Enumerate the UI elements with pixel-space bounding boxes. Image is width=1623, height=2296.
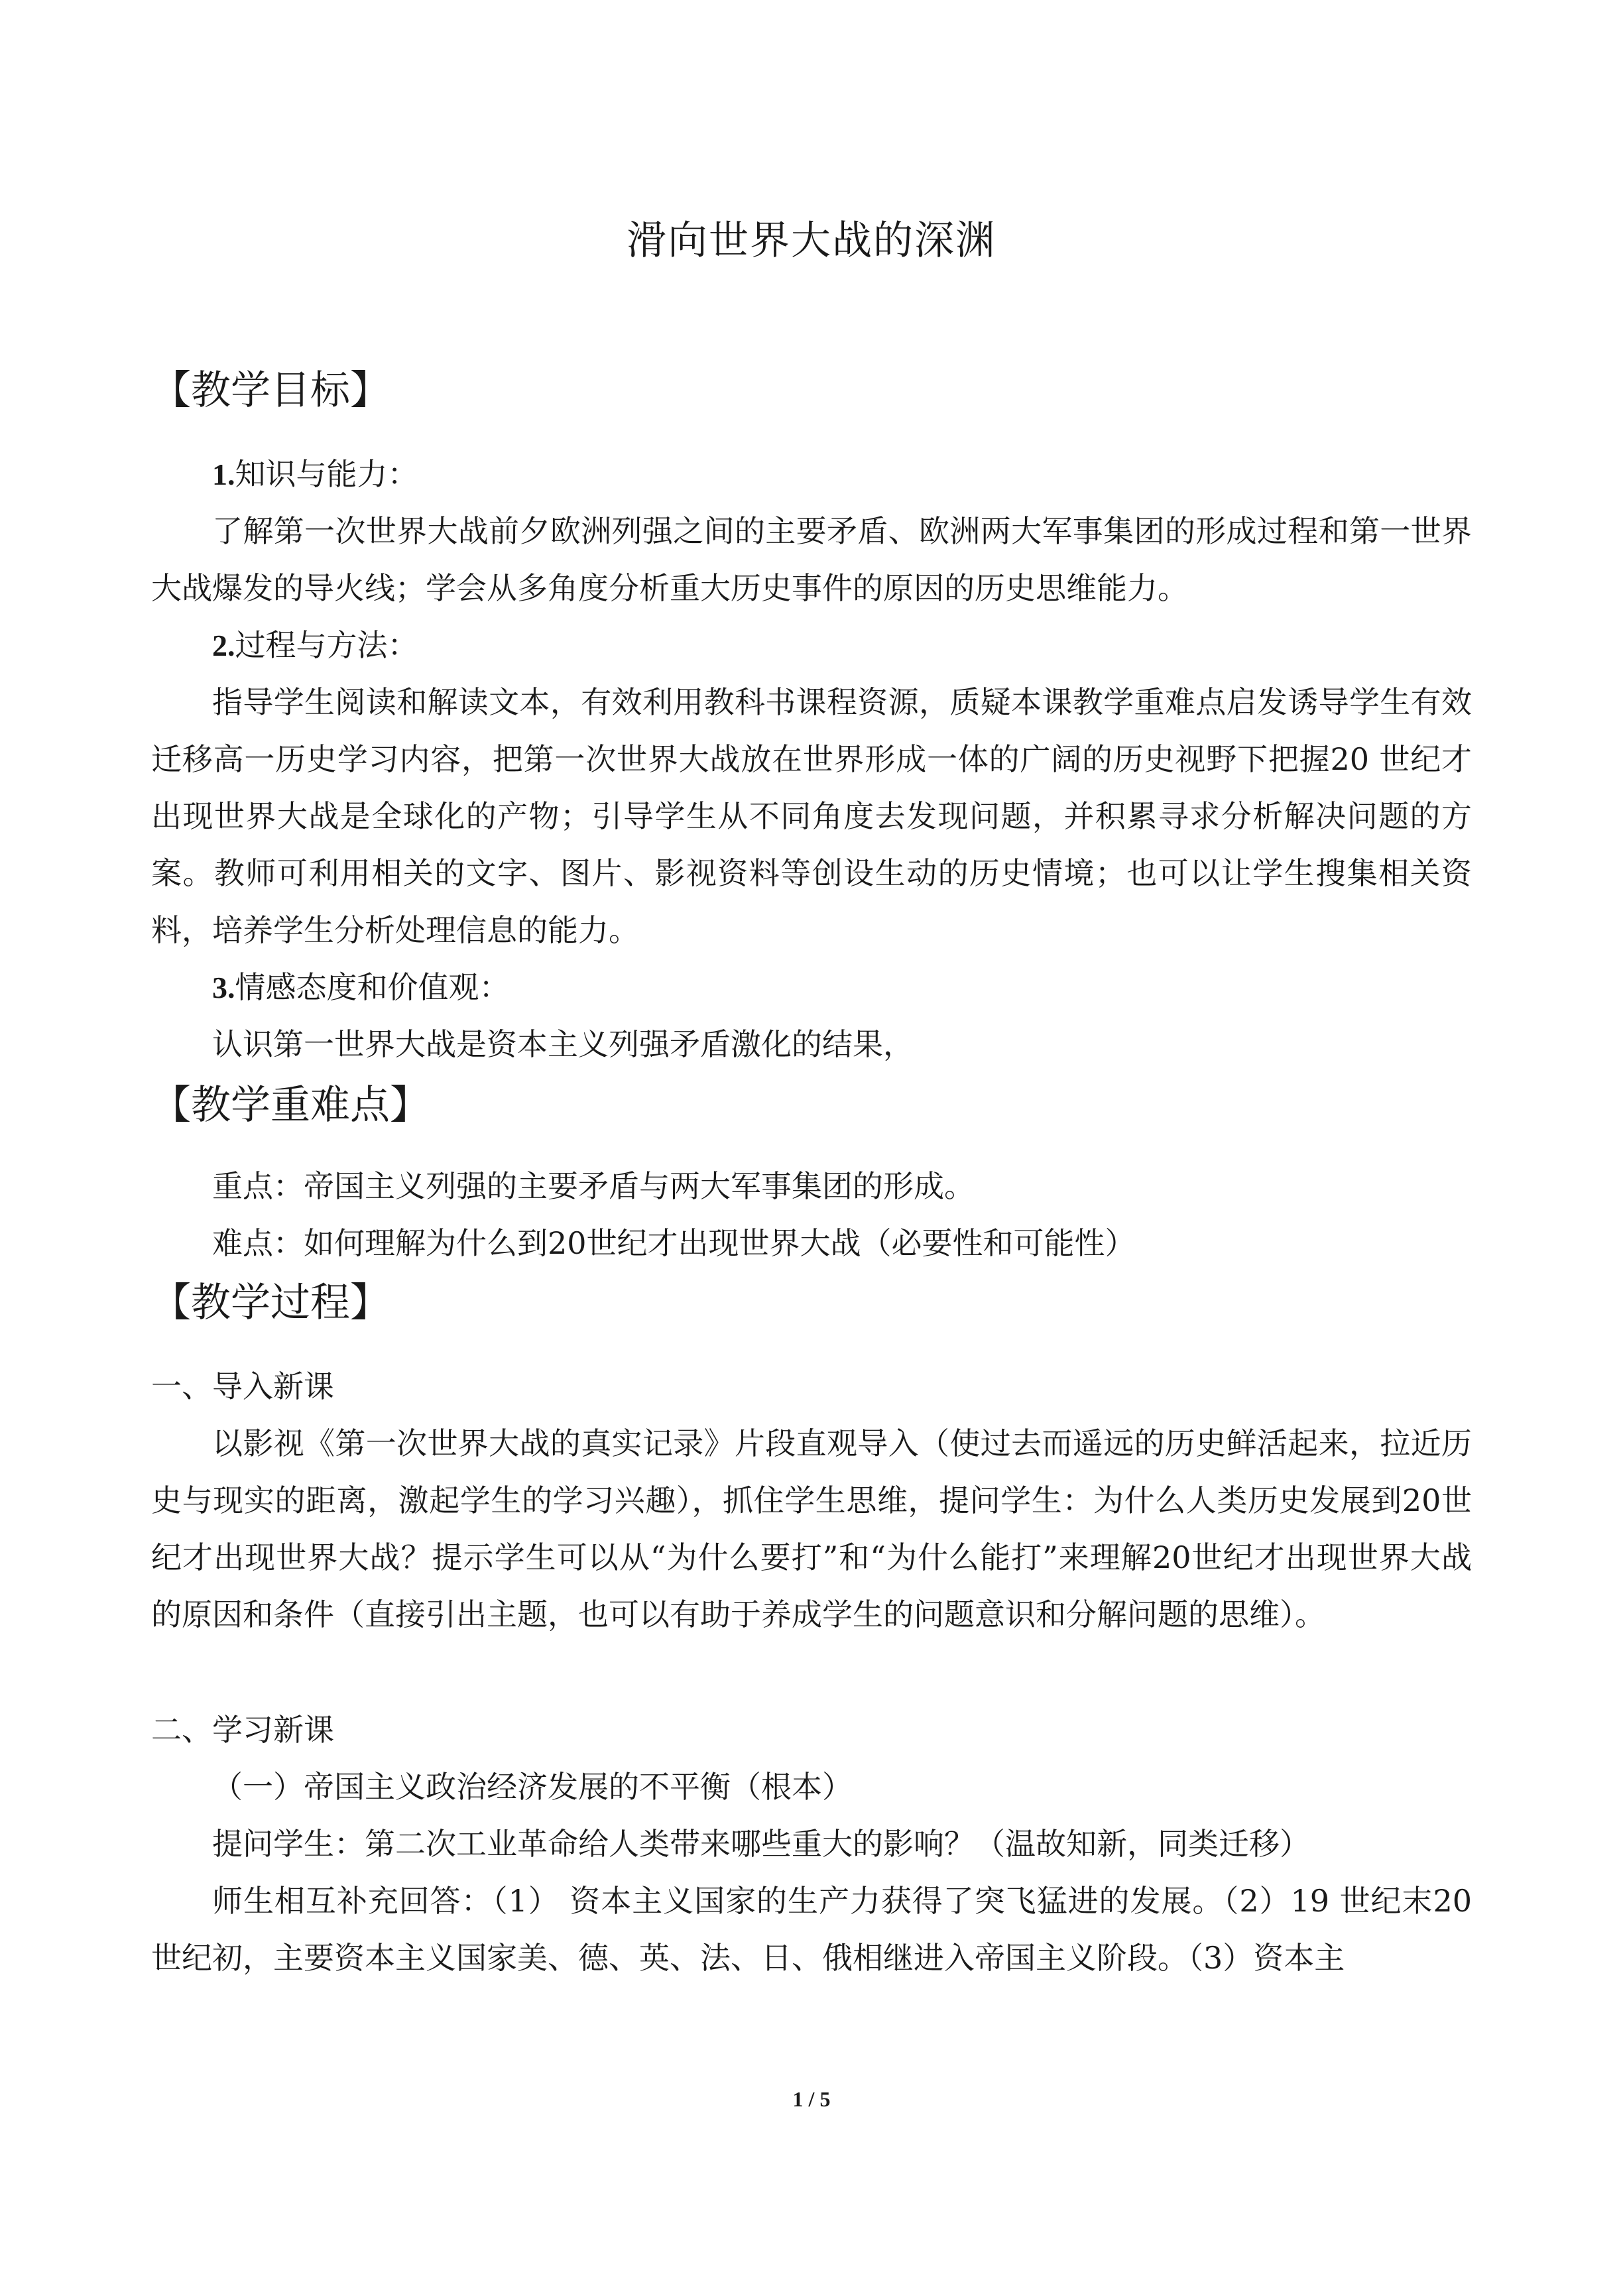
objective-process-text: 指导学生阅读和解读文本，有效利用教科书课程资源，质疑本课教学重难点启发诱导学生有效迁移高一历史学习内容，把第一次世界大战放在世界形成一体的广阔的历史视野下把握20 世纪才出现世界大战是全球化的产物；引导学生从不同角度去发现问题，并积累寻求分析解决问题的方案。教师可利用相关的文字、图片、影视资料等创设生动的历史情境；也可以让学生搜集相关资料，培养学生分析处理信息的能力。 [151, 684, 1472, 948]
objective-process-title: 过程与方法： [235, 627, 418, 663]
objective-values-number: 3. [212, 971, 235, 1004]
process-new-title: 二、学习新课 [151, 1712, 334, 1748]
objective-values-text: 认识第一世界大战是资本主义列强矛盾激化的结果， [212, 1026, 914, 1062]
page-number: 1 / 5 [792, 2087, 831, 2111]
process-subsection-1: （一）帝国主义政治经济发展的不平衡（根本） [212, 1769, 853, 1805]
objective-knowledge-title: 知识与能力： [235, 456, 418, 492]
objective-knowledge-text: 了解第一次世界大战前夕欧洲列强之间的主要矛盾、欧洲两大军事集团的形成过程和第一世界大战爆发的导火线；学会从多角度分析重大历史事件的原因的历史思维能力。 [151, 513, 1472, 606]
objective-process-number: 2. [212, 629, 235, 662]
keypoint-difficulty: 难点：如何理解为什么到20世纪才出现世界大战（必要性和可能性） [212, 1225, 1136, 1261]
process-question: 提问学生：第二次工业革命给人类带来哪些重大的影响？（温故知新，同类迁移） [212, 1826, 1310, 1862]
objective-values-title: 情感态度和价值观： [235, 969, 510, 1005]
section-heading-process: 【教学过程】 [151, 1280, 390, 1326]
objective-process-label [212, 617, 418, 674]
objective-knowledge-label [212, 446, 418, 503]
document-title: 滑向世界大战的深渊 [627, 217, 996, 264]
keypoint-focus: 重点：帝国主义列强的主要矛盾与两大军事集团的形成。 [212, 1168, 975, 1204]
objective-knowledge-number: 1. [212, 457, 235, 491]
section-heading-keypoints: 【教学重难点】 [151, 1082, 430, 1128]
process-intro-text: 以影视《第一次世界大战的真实记录》片段直观导入（使过去而遥远的历史鲜活起来，拉近历史与现实的距离，激起学生的学习兴趣），抓住学生思维，提问学生：为什么人类历史发展到20世纪才出现世界大战？提示学生可以从“为什么要打”和“为什么能打”来理解20世纪才出现世界大战的原因和条件（直接引出主题，也可以有助于养成学生的问题意识和分解问题的思维）。 [151, 1425, 1472, 1632]
objective-values-label [212, 959, 510, 1016]
section-heading-objectives: 【教学目标】 [151, 367, 390, 414]
process-answer: 师生相互补充回答：（1） 资本主义国家的生产力获得了突飞猛进的发展。（2）19 世纪末20 世纪初，主要资本主义国家美、德、英、法、日、俄相继进入帝国主义阶段。（3）资本主 [151, 1883, 1472, 1976]
process-intro-title: 一、导入新课 [151, 1368, 334, 1404]
